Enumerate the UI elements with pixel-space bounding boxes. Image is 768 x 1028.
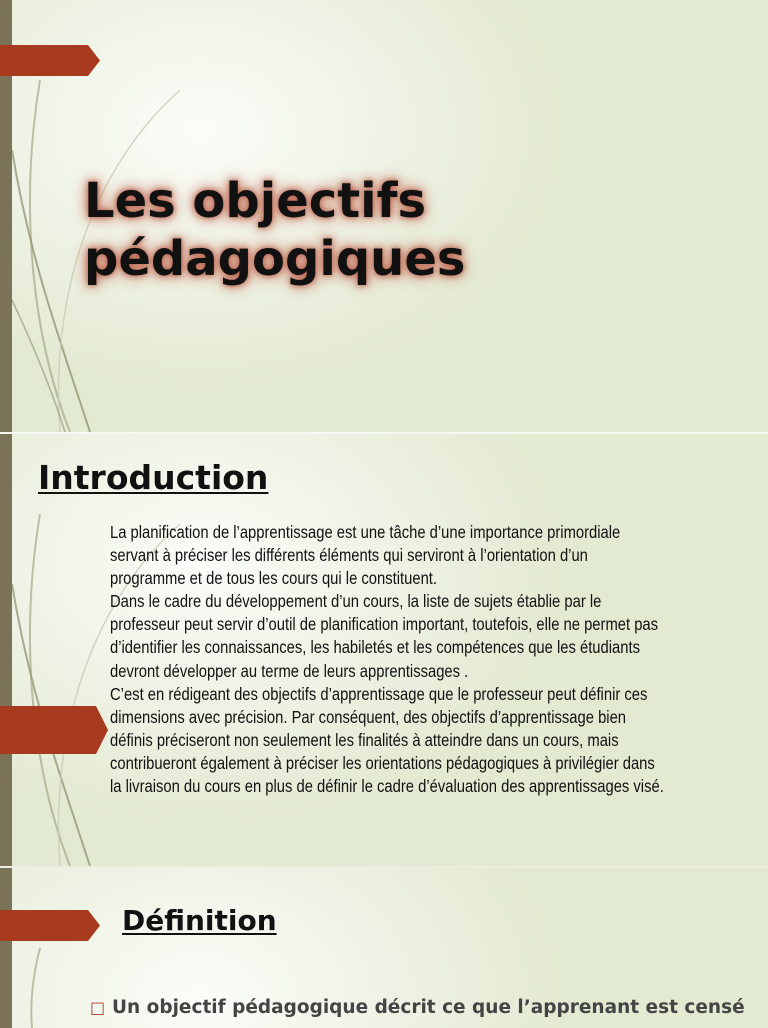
left-bar — [0, 868, 12, 1028]
body-line: programme et de tous les cours qui le constituent. — [110, 568, 438, 589]
slide-title-text — [84, 172, 465, 288]
square-bullet-icon: □ — [90, 998, 106, 1017]
body-line: devront développer au terme de leurs apprentissages . — [110, 660, 469, 681]
left-bar — [0, 434, 12, 866]
body-line: contribueront également à préciser les orientations pédagogiques à privilégier dans — [110, 752, 655, 773]
body-line: la livraison du cours en plus de définir le cadre d’évaluation des apprentissages visé. — [110, 776, 664, 797]
accent-arrow — [0, 706, 108, 754]
slide-title — [0, 0, 768, 432]
accent-arrow — [0, 45, 100, 76]
body-line: dimensions avec précision. Par conséquent, des objectifs d’apprentissage bien — [110, 706, 627, 727]
body-line: servant à préciser les différents éléments qui serviront à l’orientation d’un — [110, 545, 588, 566]
bullet-item — [90, 994, 760, 1022]
definition-heading: Définition — [122, 904, 277, 937]
introduction-heading: Introduction — [38, 458, 269, 497]
introduction-body — [110, 521, 764, 798]
bullet-text: Un objectif pédagogique décrit ce que l’apprenant est censé — [112, 997, 745, 1018]
title-line-1: Les objectifs — [84, 173, 427, 229]
body-line: professeur peut servir d’outil de planification important, toutefois, elle ne permet pas — [110, 614, 659, 635]
accent-arrow — [0, 910, 100, 941]
body-line: Dans le cadre du développement d’un cours, la liste de sujets établie par le — [110, 591, 602, 612]
body-line: d’identifier les connaissances, les habiletés et les compétences que les étudiants — [110, 637, 640, 658]
body-line: C’est en rédigeant des objectifs d’apprentissage que le professeur peut définir ces — [110, 683, 648, 704]
body-line: définis préciseront non seulement les finalités à atteindre dans un cours, mais — [110, 729, 619, 750]
body-line: La planification de l’apprentissage est une tâche d’une importance primordiale — [110, 522, 621, 542]
title-line-2: pédagogiques — [84, 231, 466, 287]
